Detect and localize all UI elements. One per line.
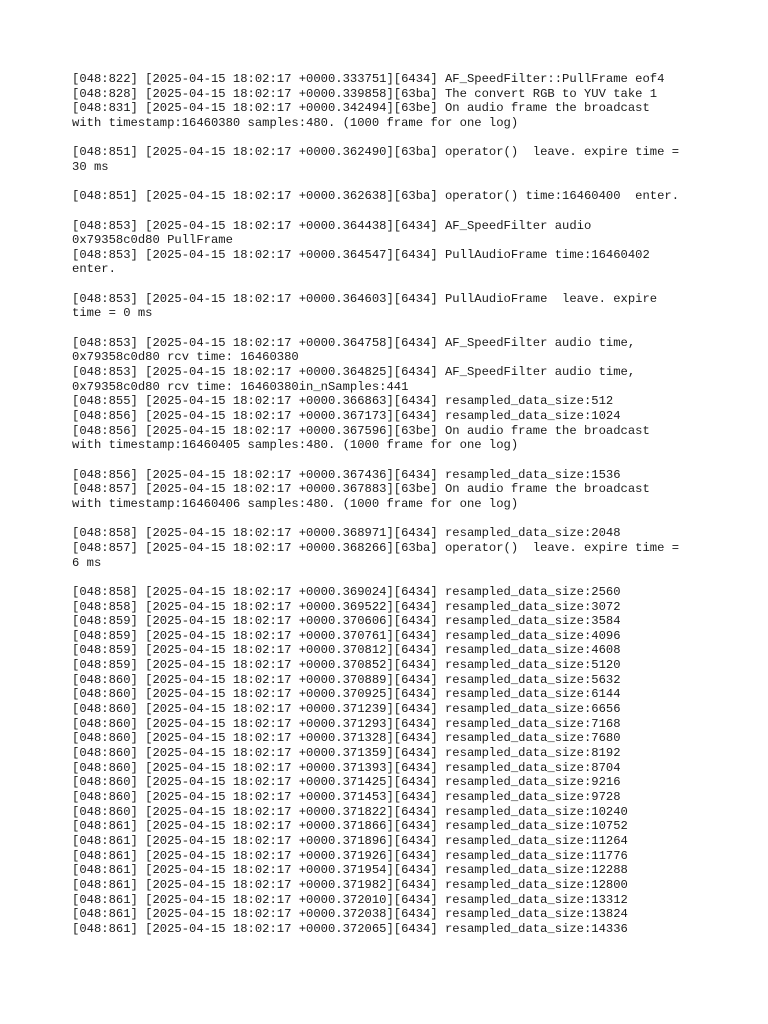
log-line: [048:860] [2025-04-15 18:02:17 +0000.371359][6434] resampled_data_size:8192 xyxy=(72,746,621,761)
log-line: [048:860] [2025-04-15 18:02:17 +0000.371425][6434] resampled_data_size:9216 xyxy=(72,775,621,790)
log-line: 0x79358c0d80 rcv time: 16460380in_nSamples:441 xyxy=(72,379,409,394)
log-line: [048:859] [2025-04-15 18:02:17 +0000.370812][6434] resampled_data_size:4608 xyxy=(72,643,621,658)
log-line: [048:860] [2025-04-15 18:02:17 +0000.371239][6434] resampled_data_size:6656 xyxy=(72,702,621,717)
log-line: [048:822] [2025-04-15 18:02:17 +0000.333751][6434] AF_SpeedFilter::PullFrame eof4 xyxy=(72,72,665,86)
log-line: [048:861] [2025-04-15 18:02:17 +0000.372038][6434] resampled_data_size:13824 xyxy=(72,907,628,922)
log-line: [048:860] [2025-04-15 18:02:17 +0000.371453][6434] resampled_data_size:9728 xyxy=(72,790,621,805)
log-line: enter. xyxy=(72,262,116,277)
log-line: 0x79358c0d80 rcv time: 16460380 xyxy=(72,350,299,365)
log-line: [048:856] [2025-04-15 18:02:17 +0000.367596][63be] On audio frame the broadcast xyxy=(72,423,650,438)
block-gap xyxy=(72,321,712,336)
block-gap xyxy=(72,512,712,527)
log-line: [048:857] [2025-04-15 18:02:17 +0000.367883][63be] On audio frame the broadcast xyxy=(72,482,650,497)
block-gap xyxy=(72,453,712,468)
log-line: [048:861] [2025-04-15 18:02:17 +0000.371866][6434] resampled_data_size:10752 xyxy=(72,819,628,834)
log-line: [048:861] [2025-04-15 18:02:17 +0000.371896][6434] resampled_data_size:11264 xyxy=(72,834,628,848)
log-line: [048:860] [2025-04-15 18:02:17 +0000.371293][6434] resampled_data_size:7168 xyxy=(72,716,621,731)
log-block xyxy=(72,336,712,453)
log-line: [048:860] [2025-04-15 18:02:17 +0000.370889][6434] resampled_data_size:5632 xyxy=(72,672,621,687)
log-line: [048:861] [2025-04-15 18:02:17 +0000.371954][6434] resampled_data_size:12288 xyxy=(72,863,628,878)
log-line: [048:861] [2025-04-15 18:02:17 +0000.372065][6434] resampled_data_size:14336 xyxy=(72,921,628,936)
log-line: with timestamp:16460405 samples:480. (1000 frame for one log) xyxy=(72,438,519,453)
log-line: 30 ms xyxy=(72,159,109,174)
log-block xyxy=(72,145,712,174)
log-line: [048:859] [2025-04-15 18:02:17 +0000.370761][6434] resampled_data_size:4096 xyxy=(72,628,621,643)
log-line: 6 ms xyxy=(72,555,102,570)
log-block xyxy=(72,72,712,131)
log-line: with timestamp:16460380 samples:480. (1000 frame for one log) xyxy=(72,115,519,130)
log-block xyxy=(72,189,712,204)
log-line: [048:856] [2025-04-15 18:02:17 +0000.367436][6434] resampled_data_size:1536 xyxy=(72,467,621,482)
log-line: [048:831] [2025-04-15 18:02:17 +0000.342494][63be] On audio frame the broadcast xyxy=(72,101,650,116)
log-line: [048:858] [2025-04-15 18:02:17 +0000.369522][6434] resampled_data_size:3072 xyxy=(72,599,621,614)
log-line: [048:855] [2025-04-15 18:02:17 +0000.366863][6434] resampled_data_size:512 xyxy=(72,394,614,409)
log-page xyxy=(72,72,712,937)
log-line: [048:856] [2025-04-15 18:02:17 +0000.367173][6434] resampled_data_size:1024 xyxy=(72,409,621,424)
log-line: [048:853] [2025-04-15 18:02:17 +0000.364825][6434] AF_SpeedFilter audio time, xyxy=(72,365,636,380)
log-line: [048:851] [2025-04-15 18:02:17 +0000.362638][63ba] operator() time:16460400 enter. xyxy=(72,189,680,204)
log-line: [048:860] [2025-04-15 18:02:17 +0000.371393][6434] resampled_data_size:8704 xyxy=(72,760,621,775)
block-gap xyxy=(72,175,712,190)
log-block xyxy=(72,292,712,321)
log-line: [048:859] [2025-04-15 18:02:17 +0000.370852][6434] resampled_data_size:5120 xyxy=(72,658,621,673)
log-line: [048:851] [2025-04-15 18:02:17 +0000.362490][63ba] operator() leave. expire time = xyxy=(72,145,680,160)
log-block xyxy=(72,468,712,512)
log-block xyxy=(72,585,712,937)
block-gap xyxy=(72,277,712,292)
log-line: 0x79358c0d80 PullFrame xyxy=(72,233,233,248)
log-line: [048:853] [2025-04-15 18:02:17 +0000.364547][6434] PullAudioFrame time:16460402 xyxy=(72,247,650,262)
log-block xyxy=(72,219,712,278)
log-line: [048:861] [2025-04-15 18:02:17 +0000.371926][6434] resampled_data_size:11776 xyxy=(72,848,628,863)
log-line: [048:828] [2025-04-15 18:02:17 +0000.339858][63ba] The convert RGB to YUV take 1 xyxy=(72,86,658,101)
block-gap xyxy=(72,570,712,585)
log-line: [048:857] [2025-04-15 18:02:17 +0000.368266][63ba] operator() leave. expire time = xyxy=(72,540,680,555)
log-block xyxy=(72,526,712,570)
log-line: [048:860] [2025-04-15 18:02:17 +0000.371328][6434] resampled_data_size:7680 xyxy=(72,731,621,746)
log-line: [048:853] [2025-04-15 18:02:17 +0000.364438][6434] AF_SpeedFilter audio xyxy=(72,218,592,233)
block-gap xyxy=(72,204,712,219)
log-line: time = 0 ms xyxy=(72,306,153,321)
log-line: [048:853] [2025-04-15 18:02:17 +0000.364758][6434] AF_SpeedFilter audio time, xyxy=(72,335,636,350)
log-line: [048:860] [2025-04-15 18:02:17 +0000.370925][6434] resampled_data_size:6144 xyxy=(72,687,621,702)
log-line: [048:859] [2025-04-15 18:02:17 +0000.370606][6434] resampled_data_size:3584 xyxy=(72,614,621,629)
log-line: [048:860] [2025-04-15 18:02:17 +0000.371822][6434] resampled_data_size:10240 xyxy=(72,804,628,819)
log-line: [048:853] [2025-04-15 18:02:17 +0000.364603][6434] PullAudioFrame leave. expire xyxy=(72,291,658,306)
log-line: [048:858] [2025-04-15 18:02:17 +0000.369024][6434] resampled_data_size:2560 xyxy=(72,584,621,599)
log-line: with timestamp:16460406 samples:480. (1000 frame for one log) xyxy=(72,496,519,511)
log-line: [048:861] [2025-04-15 18:02:17 +0000.371982][6434] resampled_data_size:12800 xyxy=(72,877,628,892)
block-gap xyxy=(72,131,712,146)
log-line: [048:861] [2025-04-15 18:02:17 +0000.372010][6434] resampled_data_size:13312 xyxy=(72,892,628,907)
log-line: [048:858] [2025-04-15 18:02:17 +0000.368971][6434] resampled_data_size:2048 xyxy=(72,526,621,541)
